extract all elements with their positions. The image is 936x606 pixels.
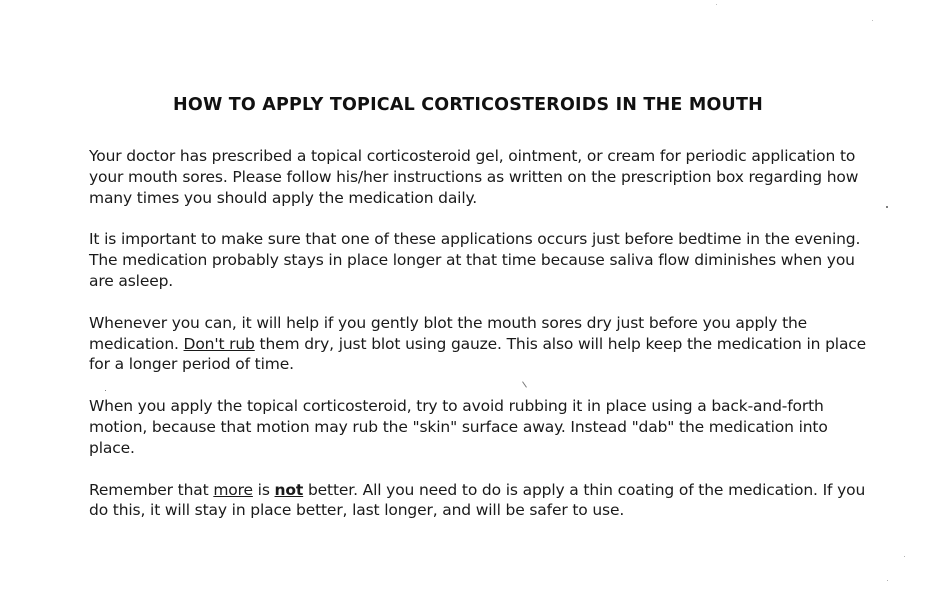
not-emphasis: not: [274, 480, 304, 499]
document-title: HOW TO APPLY TOPICAL CORTICOSTEROIDS IN THE MOUTH: [173, 95, 763, 115]
paragraph-bedtime: It is important to make sure that one of these applications occurs just before bedtime in the evening. The medication probably stays in place longer at that time because saliva flow diminishes when you are asleep.: [89, 230, 861, 290]
paragraph-thin-coating-part2: is: [252, 480, 275, 499]
scan-speck: [886, 206, 888, 208]
scan-speck: [904, 556, 905, 557]
paragraph-prescription: Your doctor has prescribed a topical corticosteroid gel, ointment, or cream for periodic application to your mouth sores. Please follow his/her instructions as written on the prescription box regarding how many times you should apply the medication daily.: [89, 147, 859, 207]
paragraph-blot: [89, 313, 869, 375]
scan-speck: [887, 580, 888, 581]
paragraph-blot-after: them dry, just blot using gauze. This also will help keep the medication in place for a longer period of time.: [89, 334, 867, 374]
more-emphasis: more: [213, 480, 253, 499]
document-body: [89, 146, 869, 542]
paragraph-thin-coating: [89, 480, 869, 522]
scan-speck: [716, 4, 717, 5]
dont-rub-emphasis: Don't rub: [183, 334, 255, 353]
paragraph-thin-coating-part3: better. All you need to do is apply a thin coating of the medication. If you do this, it will stay in place better, last longer, and will be safer to use.: [89, 480, 866, 520]
paragraph-thin-coating-part1: Remember that: [89, 480, 214, 499]
paragraph-dab: When you apply the topical corticosteroid, try to avoid rubbing it in place using a back-and-forth motion, because that motion may rub the "skin" surface away. Instead "dab" the medication into place.: [89, 397, 828, 457]
scan-speck: [105, 390, 106, 391]
scan-speck: [872, 20, 873, 21]
paragraph-blot-before: Whenever you can, it will help if you gently blot the mouth sores dry just before you apply the medication.: [89, 313, 808, 353]
